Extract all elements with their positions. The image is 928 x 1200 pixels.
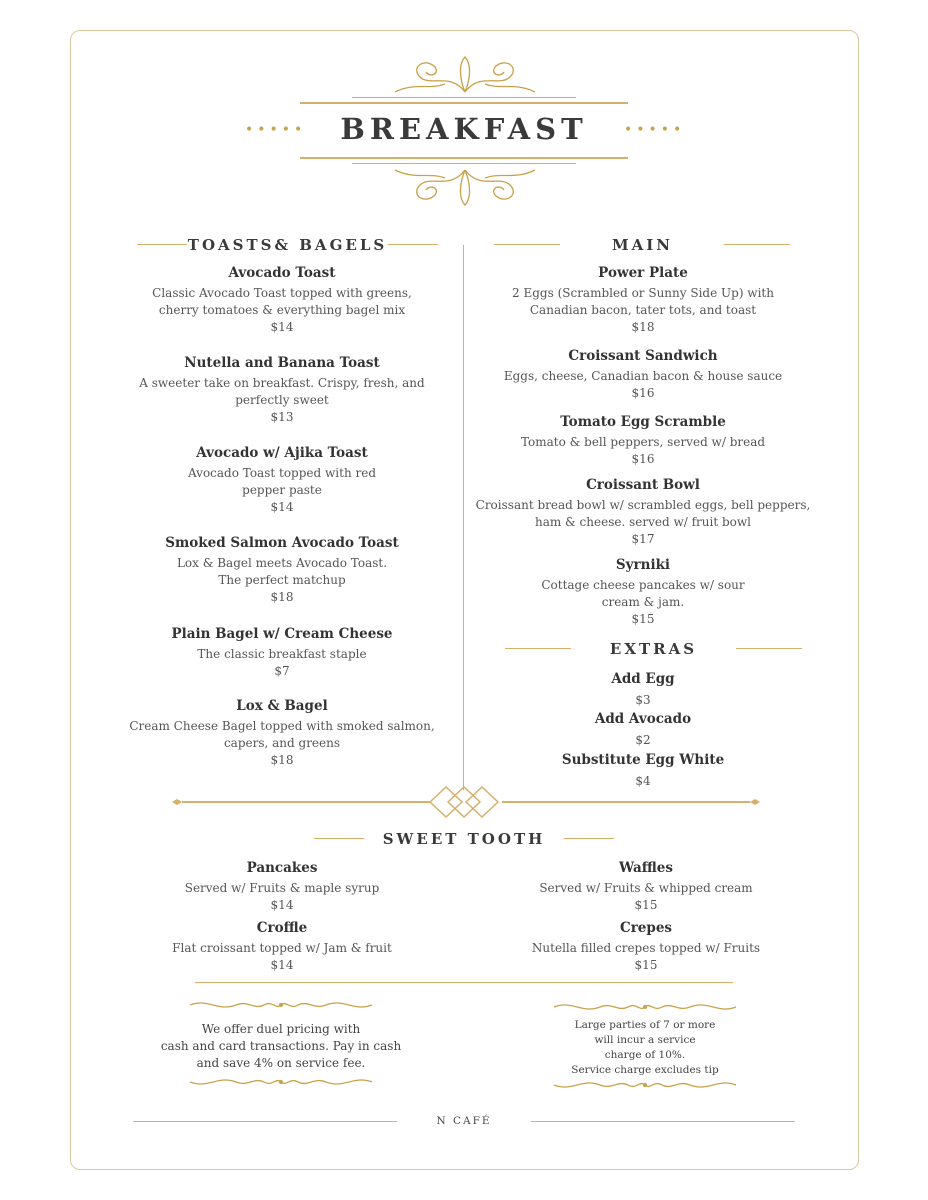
item-name: Avocado w/ Ajika Toast [196, 445, 368, 461]
item-name: Croissant Bowl [586, 477, 700, 493]
item-price: $16 [631, 386, 655, 400]
item-price: $15 [634, 958, 658, 972]
item-price: $14 [270, 898, 294, 912]
header-line-bottom [300, 157, 628, 159]
menu-item [468, 710, 818, 749]
service-charge-note: Large parties of 7 or more will incur a service charge of 10%. Service charge excludes tip [571, 1019, 719, 1076]
header-dots-left: ••••• [245, 122, 307, 138]
item-price: $14 [270, 320, 294, 334]
main-title-line-left [494, 244, 560, 245]
note-right-bottom-flourish-icon [552, 1076, 738, 1094]
diamond-divider-icon [172, 786, 760, 818]
item-price: $14 [270, 958, 294, 972]
note-left-top-flourish-icon [188, 996, 374, 1014]
item-price: $3 [635, 693, 651, 707]
header-line-bottom-thin [352, 163, 576, 164]
menu-item [496, 919, 796, 974]
item-name: Croissant Sandwich [568, 348, 718, 364]
item-name: Croffle [256, 920, 308, 936]
item-name: Add Avocado [594, 711, 692, 727]
item-price: $16 [631, 452, 655, 466]
top-flourish-icon [390, 52, 540, 97]
extras-title-line-left [505, 648, 571, 649]
toasts-title-line-right [388, 244, 438, 245]
note-left-bottom-flourish-icon [188, 1073, 374, 1091]
item-name: Waffles [619, 860, 673, 876]
item-price: $13 [270, 410, 294, 424]
extras-section-title: EXTRAS [609, 640, 698, 658]
item-name: Nutella and Banana Toast [184, 355, 380, 371]
item-desc: Served w/ Fruits & maple syrup [184, 881, 380, 895]
sweet-title-line-left [314, 838, 364, 839]
main-section-title: MAIN [612, 236, 673, 254]
extras-title-line-right [736, 648, 802, 649]
item-desc: Eggs, cheese, Canadian bacon & house sauce [503, 369, 783, 383]
item-desc: Croissant bread bowl w/ scrambled eggs, bell peppers, ham & cheese. served w/ fruit bowl [475, 498, 811, 529]
item-name: Smoked Salmon Avocado Toast [165, 535, 399, 551]
page-title: BREAKFAST [340, 112, 588, 146]
toasts-title-line-left [137, 244, 187, 245]
item-price: $15 [631, 612, 655, 626]
note-right-top-flourish-icon [552, 998, 738, 1016]
item-name: Substitute Egg White [561, 752, 725, 768]
item-desc: Nutella filled crepes topped w/ Fruits [531, 941, 761, 955]
item-price: $18 [270, 753, 294, 767]
menu-item [468, 670, 818, 709]
item-name: Add Egg [611, 671, 675, 687]
main-title-line-right [724, 244, 790, 245]
sweet-title-line-right [564, 838, 614, 839]
item-name: Plain Bagel w/ Cream Cheese [171, 626, 393, 642]
item-desc: Tomato & bell peppers, served w/ bread [520, 435, 766, 449]
item-name: Power Plate [598, 265, 688, 281]
item-price: $2 [635, 733, 651, 747]
header-dots-right: ••••• [624, 122, 686, 138]
menu-item [468, 413, 818, 468]
sweet-section-title: SWEET TOOTH [382, 830, 546, 848]
pricing-note: We offer duel pricing with cash and card transactions. Pay in cash and save 4% on service fee. [160, 1022, 402, 1070]
footer-line-right [531, 1121, 795, 1122]
item-name: Crepes [619, 920, 673, 936]
item-price: $4 [635, 774, 651, 788]
item-price: $7 [274, 664, 290, 678]
menu-item [468, 556, 818, 628]
menu-item [112, 625, 452, 680]
item-desc: Cream Cheese Bagel topped with smoked salmon, capers, and greens [129, 719, 435, 750]
item-price: $18 [270, 590, 294, 604]
item-desc: Lox & Bagel meets Avocado Toast. The perfect matchup [176, 556, 388, 587]
toasts-section-title: TOASTS& BAGELS [187, 236, 388, 254]
item-name: Pancakes [246, 860, 318, 876]
menu-item [132, 859, 432, 914]
menu-item [112, 444, 452, 516]
item-desc: Cottage cheese pancakes w/ sour cream & jam. [541, 578, 745, 609]
bottom-flourish-icon [390, 165, 540, 210]
item-desc: A sweeter take on breakfast. Crispy, fresh, and perfectly sweet [139, 376, 425, 407]
item-name: Tomato Egg Scramble [560, 414, 726, 430]
item-desc: Avocado Toast topped with red pepper paste [187, 466, 377, 497]
menu-item [112, 354, 452, 426]
item-price: $17 [631, 532, 655, 546]
header-line-top [300, 102, 628, 104]
item-name: Lox & Bagel [236, 698, 328, 714]
item-price: $14 [270, 500, 294, 514]
menu-item [468, 347, 818, 402]
item-price: $18 [631, 320, 655, 334]
center-divider [463, 245, 464, 790]
menu-item [112, 697, 452, 769]
item-desc: The classic breakfast staple [197, 647, 367, 661]
menu-item [112, 264, 452, 336]
item-desc: Flat croissant topped w/ Jam & fruit [172, 941, 392, 955]
menu-item [132, 919, 432, 974]
item-name: Syrniki [615, 557, 671, 573]
item-name: Avocado Toast [228, 265, 336, 281]
item-desc: Classic Avocado Toast topped with greens, cherry tomatoes & everything bagel mix [152, 286, 412, 317]
menu-item [468, 476, 818, 548]
footer-brand: N CAFÉ [436, 1115, 492, 1127]
item-desc: Served w/ Fruits & whipped cream [539, 881, 753, 895]
menu-item [112, 534, 452, 606]
sweet-bottom-line [195, 982, 733, 983]
item-price: $15 [634, 898, 658, 912]
menu-item [468, 264, 818, 336]
header-line-top-thin [352, 97, 576, 98]
menu-item [468, 751, 818, 790]
item-desc: 2 Eggs (Scrambled or Sunny Side Up) with Canadian bacon, tater tots, and toast [512, 286, 774, 317]
menu-item [496, 859, 796, 914]
